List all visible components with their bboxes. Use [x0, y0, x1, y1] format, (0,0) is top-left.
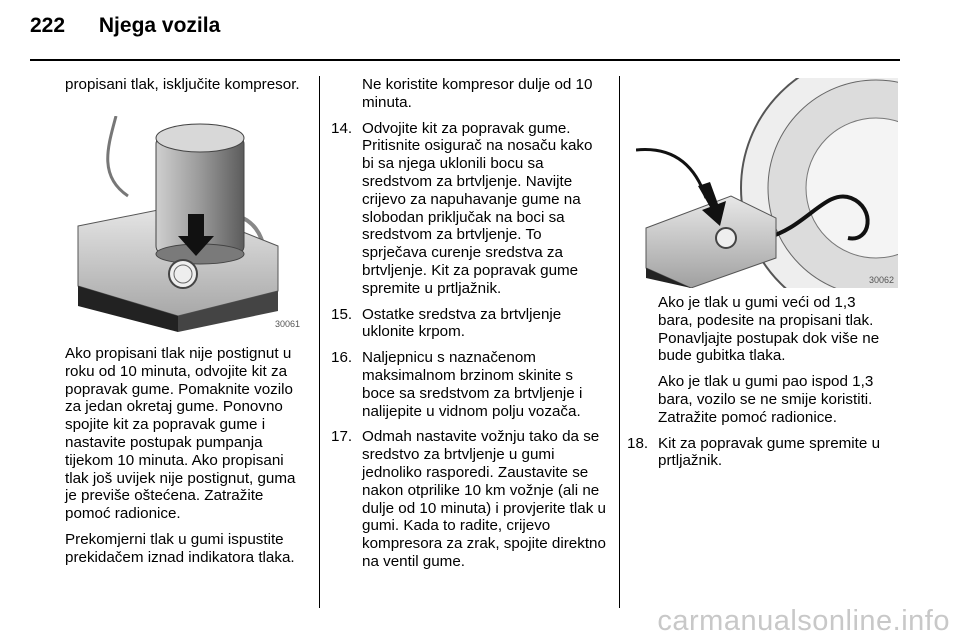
step-number: 14.	[331, 119, 353, 137]
section-title: Njega vozila	[98, 14, 221, 37]
step-text: Ostatke sredstva za brtvljenje uklonite krpom.	[362, 305, 562, 341]
compressor-bottle-illustration	[38, 116, 304, 332]
compressor-tyre-illustration	[636, 78, 898, 288]
step-text: Naljepnicu s naznačenom maksimalnom brzinom skinite s boce sa sredstvom za brtvljenje i nalijepite u vidnom polju vozača.	[362, 349, 583, 420]
column3-note1: Ako je tlak u gumi veći od 1,3 bara, podesite na propisani tlak. Ponavljajte postupak dok više ne bude gubitka tlaka.	[658, 294, 880, 365]
column-1-text	[65, 345, 310, 575]
column-2	[331, 76, 607, 579]
page-header	[30, 14, 220, 38]
step-text: Kit za popravak gume spremite u prtljažnik.	[658, 434, 881, 470]
column1-para1: Ako propisani tlak nije postignut u roku od 10 minuta, odvojite kit za popravak gume. Pomaknite vozilo za jedan okretaj gume. Ponovno spojite kit za popravak gume i nastavite postupak pumpanja tijekom 10 minuta. Ako propisani tlak još uvijek nije postignut, guma je previše oštećena. Zatražite pomoć radionice.	[65, 345, 296, 523]
column3-note2: Ako je tlak u gumi pao ispod 1,3 bara, vozilo se ne smije koristiti. Zatražite pomoć radionice.	[658, 373, 874, 426]
column-divider-1	[319, 76, 320, 608]
watermark: carmanualsonline.info	[657, 605, 950, 637]
step-number: 15.	[331, 305, 353, 323]
step-17	[331, 428, 607, 570]
step-14	[331, 120, 607, 298]
column2-intro: Ne koristite kompresor dulje od 10 minuta.	[362, 76, 593, 111]
step-18	[627, 435, 892, 471]
step-number: 16.	[331, 349, 353, 367]
step-16	[331, 349, 607, 420]
step-text: Odmah nastavite vožnju tako da se sredstvo za brtvljenje u gumi jednoliko rasporedi. Zaustavite se nakon otprilike 10 km vožnje (ali ne dulje od 10 minuta) i provjerite tlak u gumi. Kada to radite, crijevo kompresora za zrak, spojite direktno na ventil gume.	[362, 428, 606, 570]
step-15	[331, 306, 607, 342]
column1-intro: propisani tlak, isključite kompresor.	[65, 76, 300, 93]
figure-compressor-bottle	[38, 116, 304, 332]
step-number: 17.	[331, 428, 353, 446]
figure-compressor-tyre	[636, 78, 898, 288]
column1-para2: Prekomjerni tlak u gumi ispustite prekidačem iznad indikatora tlaka.	[65, 530, 295, 566]
step-text: Odvojite kit za popravak gume. Pritisnite osigurač na nosaču kako bi sa njega uklonili bocu sa sredstvom za brtvljenje. Navijte crijevo za napuhavanje gume na slobodan priključak na boci sa sredstvom za brtvljenje. To sprječava curenje sredstva za brtvljenje. Kit za popravak gume spremite u prtljažnik.	[362, 119, 593, 297]
column-3	[627, 294, 892, 478]
figure-code: 30062	[868, 275, 894, 285]
column-divider-2	[619, 76, 620, 608]
step-number: 18.	[627, 434, 649, 452]
figure-code: 30061	[274, 319, 300, 329]
column-1	[65, 76, 310, 102]
header-rule	[30, 59, 900, 61]
page-number: 222	[30, 14, 66, 37]
